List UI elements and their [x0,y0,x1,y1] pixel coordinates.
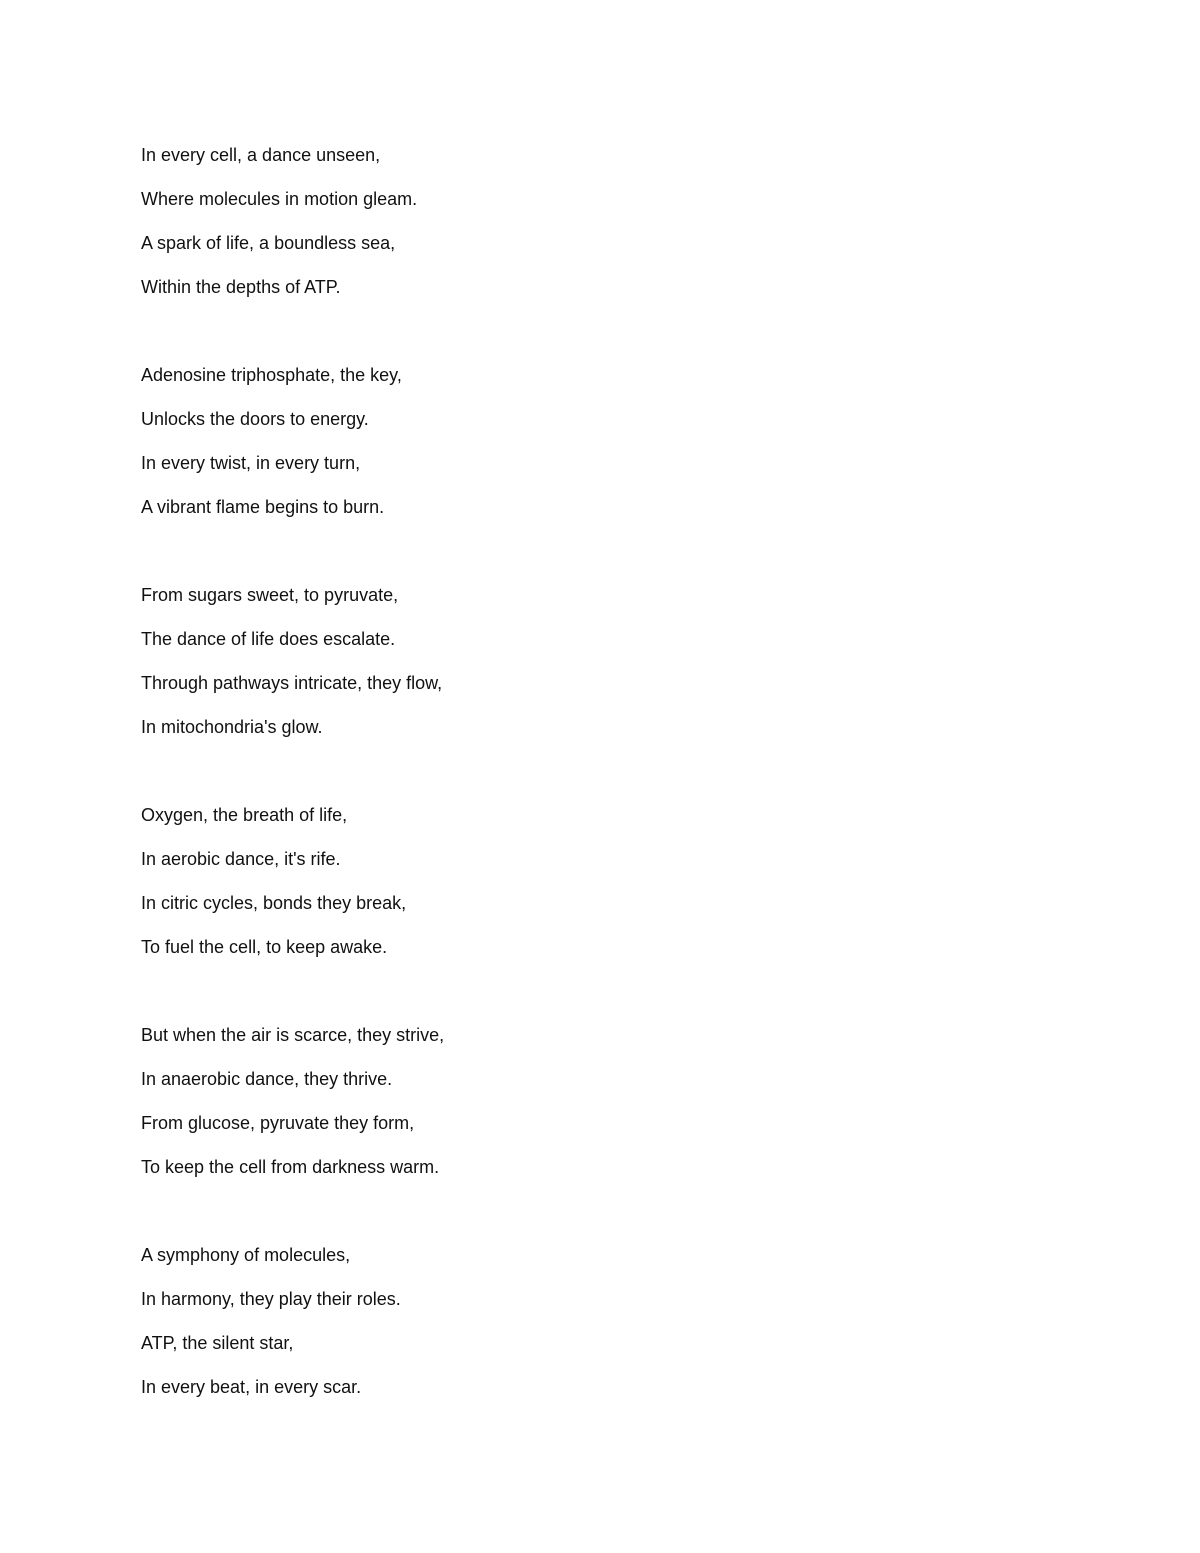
poem-line: In citric cycles, bonds they break, [141,893,407,913]
poem-line: But when the air is scarce, they strive, [141,1025,445,1045]
poem-line: Oxygen, the breath of life, [141,805,348,825]
poem-line: A symphony of molecules, [141,1245,351,1265]
poem-line: In mitochondria's glow. [141,717,323,737]
poem-line: A vibrant flame begins to burn. [141,497,385,517]
poem-stanza-4 [141,803,1041,979]
poem-line: From sugars sweet, to pyruvate, [141,585,399,605]
poem-line: In aerobic dance, it's rife. [141,849,341,869]
poem-line: The dance of life does escalate. [141,629,396,649]
poem-stanza-1 [141,143,1041,319]
poem-stanza-2 [141,363,1041,539]
poem-stanza-5 [141,1023,1041,1199]
poem-line: In anaerobic dance, they thrive. [141,1069,393,1089]
poem-line: To keep the cell from darkness warm. [141,1157,440,1177]
poem-stanza-3 [141,583,1041,759]
poem-line: To fuel the cell, to keep awake. [141,937,388,957]
poem-line: Through pathways intricate, they flow, [141,673,443,693]
poem-line: Unlocks the doors to energy. [141,409,369,429]
poem-line: In every beat, in every scar. [141,1377,362,1397]
poem-stanza-6 [141,1243,1041,1419]
poem-line: In harmony, they play their roles. [141,1289,401,1309]
poem-line: From glucose, pyruvate they form, [141,1113,415,1133]
poem-body [141,143,1041,1463]
poem-line: Adenosine triphosphate, the key, [141,365,402,385]
poem-line: Within the depths of ATP. [141,277,341,297]
poem-line: ATP, the silent star, [141,1333,294,1353]
poem-line: A spark of life, a boundless sea, [141,233,396,253]
poem-line: In every twist, in every turn, [141,453,361,473]
poem-line: Where molecules in motion gleam. [141,189,418,209]
poem-line: In every cell, a dance unseen, [141,145,381,165]
